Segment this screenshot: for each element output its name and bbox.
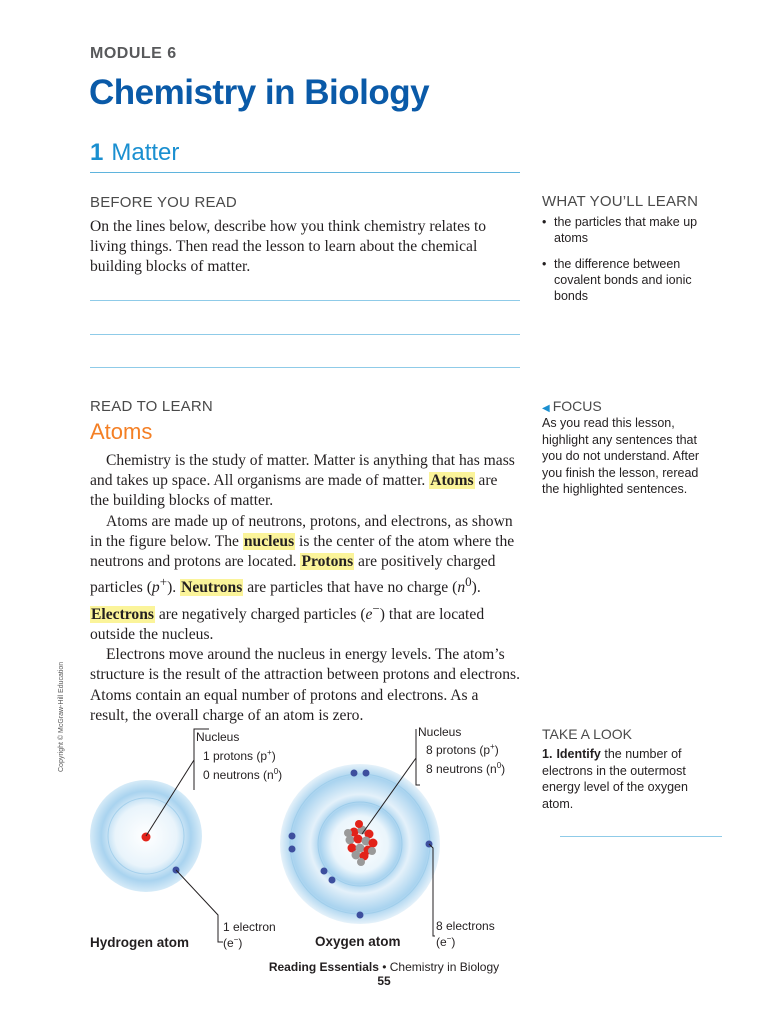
p2-text-d: ). <box>167 579 181 597</box>
answer-line-2[interactable] <box>90 334 520 335</box>
hydrogen-electron-label: 1 electron <box>223 920 276 934</box>
oxygen-protons-label: 8 protons (p+) <box>426 742 499 757</box>
learn-list <box>542 214 722 313</box>
p2-text-a: Atoms are made up of neutrons, protons, and electrons, as shown in the figure below. The <box>90 512 513 550</box>
lesson-title: Matter <box>111 139 180 166</box>
p1-text-a: Chemistry is the study of matter. Matter is anything that has mass and takes up space. All organisms are made of matter. <box>90 452 515 490</box>
neutron-charge: 0 <box>465 574 472 590</box>
focus-title-text: FOCUS <box>552 398 602 414</box>
footer-title <box>0 960 768 974</box>
copyright-notice: Copyright © McGraw-Hill Education <box>58 661 65 772</box>
neutron-symbol: n <box>457 579 466 597</box>
hydrogen-atom <box>90 729 282 950</box>
before-you-read-label: BEFORE YOU READ <box>90 194 237 211</box>
proton-charge: + <box>159 574 168 590</box>
body-text <box>90 451 520 726</box>
answer-line-1[interactable] <box>90 300 520 301</box>
highlight-atoms: Atoms <box>430 472 474 490</box>
highlight-neutrons: Neutrons <box>181 579 243 597</box>
atom-figure <box>80 720 520 955</box>
electron-symbol: e <box>365 605 373 623</box>
read-to-learn-label: READ TO LEARN <box>90 398 213 415</box>
question-text: the number of electrons in the outermost energy level of the oxygen atom. <box>542 747 688 811</box>
footer-book: Chemistry in Biology <box>389 960 500 974</box>
focus-title <box>542 398 602 414</box>
oxygen-electron-symbol: (e−) <box>436 934 456 949</box>
paragraph-2 <box>90 512 520 646</box>
oxygen-atom <box>280 725 505 949</box>
learn-item <box>542 256 722 305</box>
hydrogen-neutrons-label: 0 neutrons $(n^0)$ <box>203 767 283 782</box>
footer-series: Reading Essentials <box>268 960 379 974</box>
page-number: 55 <box>377 974 391 988</box>
highlight-nucleus: nucleus <box>243 532 295 550</box>
hydrogen-nucleus <box>142 833 151 842</box>
bullet-icon: • <box>542 256 547 271</box>
p1-text-b: are the building blocks of matter. <box>90 472 498 510</box>
hydrogen-electron-leader <box>176 870 223 942</box>
answer-line-take-a-look[interactable] <box>560 836 722 837</box>
proton-symbol: p <box>151 579 160 597</box>
lesson-divider <box>90 172 520 173</box>
module-label: MODULE 6 <box>90 45 177 62</box>
atoms-heading: Atoms <box>90 419 153 444</box>
bullet-icon: • <box>542 215 547 229</box>
hydrogen-atom-title: Hydrogen atom <box>90 935 190 950</box>
highlight-protons: Protons <box>301 553 354 571</box>
lesson-heading <box>90 139 179 167</box>
p2-text-b: is the center of the atom where the neutrons and protons are located. <box>90 532 515 571</box>
oxygen-nucleus-label: Nucleus <box>418 725 462 739</box>
take-a-look-title: TAKE A LOOK <box>542 726 633 742</box>
learn-item-text: the difference between covalent bonds and ionic bonds <box>554 256 692 304</box>
hydrogen-nucleus-label: Nucleus <box>196 730 240 744</box>
lesson-number: 1 <box>90 139 104 166</box>
oxygen-atom-title: Oxygen atom <box>315 934 401 949</box>
triangle-left-icon: ◀ <box>542 403 550 414</box>
question-number: 1. <box>542 747 553 761</box>
p2-text-c: are positively charged particles ( <box>90 553 496 597</box>
answer-line-3[interactable] <box>90 367 520 368</box>
hydrogen-protons-label: 1 protons (p+) <box>203 748 276 763</box>
question-verb: Identify <box>556 747 601 761</box>
highlight-electrons: Electrons <box>91 605 154 623</box>
p2-text-f: ). <box>471 579 481 597</box>
p2-text-h: ) that are located outside the nucleus. <box>90 605 485 643</box>
learn-item-text: the particles that make up atoms <box>554 215 698 246</box>
oxygen-neutrons-label: 8 neutrons $(n^0)$ <box>426 761 506 776</box>
footer-separator: • <box>378 960 390 974</box>
page-title: Chemistry in Biology <box>89 73 430 112</box>
paragraph-3: Electrons move around the nucleus in energy levels. The atom’s structure is the result of the attraction between protons and electrons. Atoms contain an equal number of protons and electrons. As a result, the overall charge of an atom is zero. <box>90 646 520 724</box>
focus-text: As you read this lesson, highlight any sentences that you do not understand. After you finish the lesson, reread the highlighted sentences. <box>542 416 700 496</box>
oxygen-electron-label: 8 electrons <box>436 919 495 933</box>
paragraph-1 <box>90 451 520 512</box>
hydrogen-electron-symbol: (e−) <box>223 935 243 950</box>
learn-item <box>542 214 722 247</box>
before-you-read-text: On the lines below, describe how you think chemistry relates to living things. Then read the lesson to learn about the chemical building blocks of matter. <box>90 218 487 276</box>
electron-charge: − <box>372 600 380 616</box>
take-a-look-question <box>542 746 722 812</box>
p2-text-g: are negatively charged particles ( <box>154 605 366 623</box>
what-youll-learn-title: WHAT YOU’LL LEARN <box>542 193 699 210</box>
p2-text-e: are particles that have no charge ( <box>243 579 458 597</box>
